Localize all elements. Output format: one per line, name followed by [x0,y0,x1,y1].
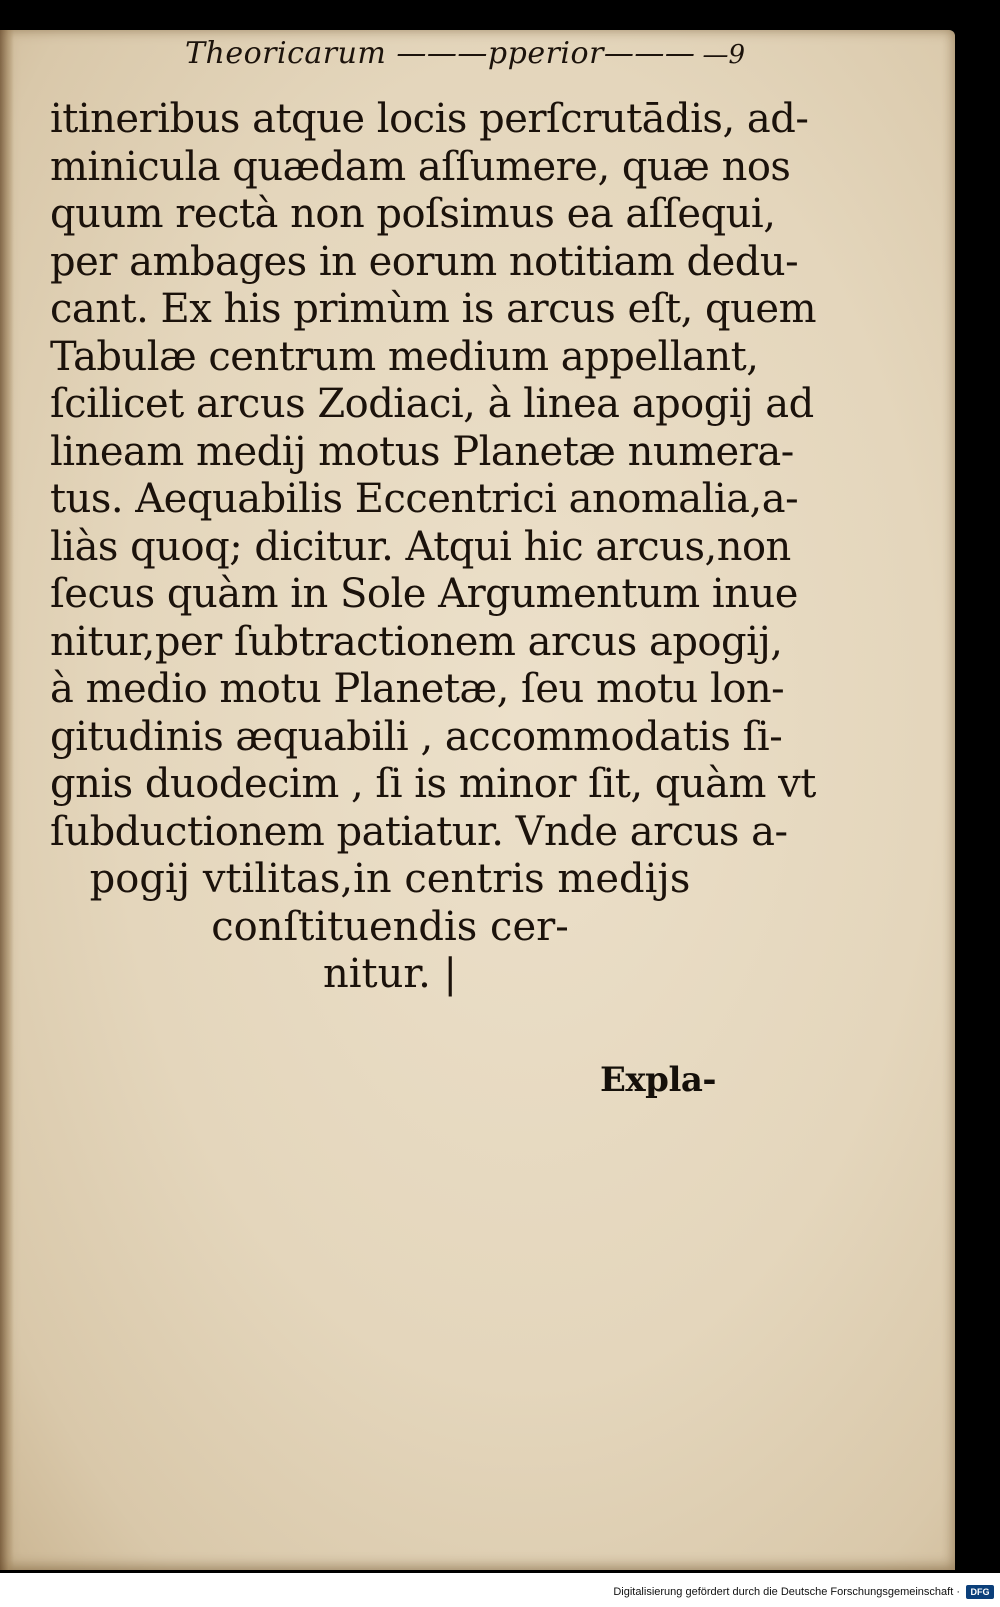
text-line: minicula quædam aſſumere, quæ nos [50,143,791,190]
text-line: liàs quoq; dicitur. Atqui hic arcus,non [50,523,791,570]
text-line: gnis duodecim , ſi is minor ſit, quàm vt [50,761,816,807]
text-line: gitudinis æquabili , accommodatis ſi- [50,713,783,760]
text-line: ſecus quàm in Sole Argumentum inue [50,571,798,617]
text-line: tus. Aequabilis Eccentrici anomalia,a- [50,476,799,522]
text-line: à medio motu Planetæ, ſeu motu lon- [50,666,785,712]
page-header [185,36,745,76]
text-line: itineribus atque locis perſcrutādis, ad- [50,96,809,142]
dfg-logo: DFG [966,1585,994,1599]
closing-line: conſtituendis cer- [211,903,569,950]
main-text-block [50,96,816,999]
text-line: cant. Ex his primùm is arcus eſt, quem [50,286,816,332]
text-line: lineam medij motus Planetæ numera- [50,428,794,475]
text-line: Tabulæ centrum medium appellant, [50,333,759,380]
closing-line: pogij vtilitas,in centris medijs [89,856,691,902]
text-line: ſubductionem patiatur. Vnde arcus a- [50,808,788,855]
text-line: ſcilicet arcus Zodiaci, à linea apogij ad [50,381,814,427]
funding-credit: Digitalisierung gefördert durch die Deutsche Forschungsgemeinschaft · [613,1586,960,1598]
page-number: —9 [702,40,745,70]
closing-line: nitur. | [322,951,458,997]
digitization-footer [0,1573,1000,1607]
text-line: nitur,per ſubtractionem arcus apogij, [50,618,783,665]
running-head: Theoricarum ———pperior——— [185,36,696,71]
text-line: per ambages in eorum notitiam dedu- [50,238,799,285]
catchword: Expla- [600,1060,717,1100]
text-line: quum rectà non poſsimus ea aſſequi, [50,191,776,237]
page-gutter-shadow [0,30,14,1570]
